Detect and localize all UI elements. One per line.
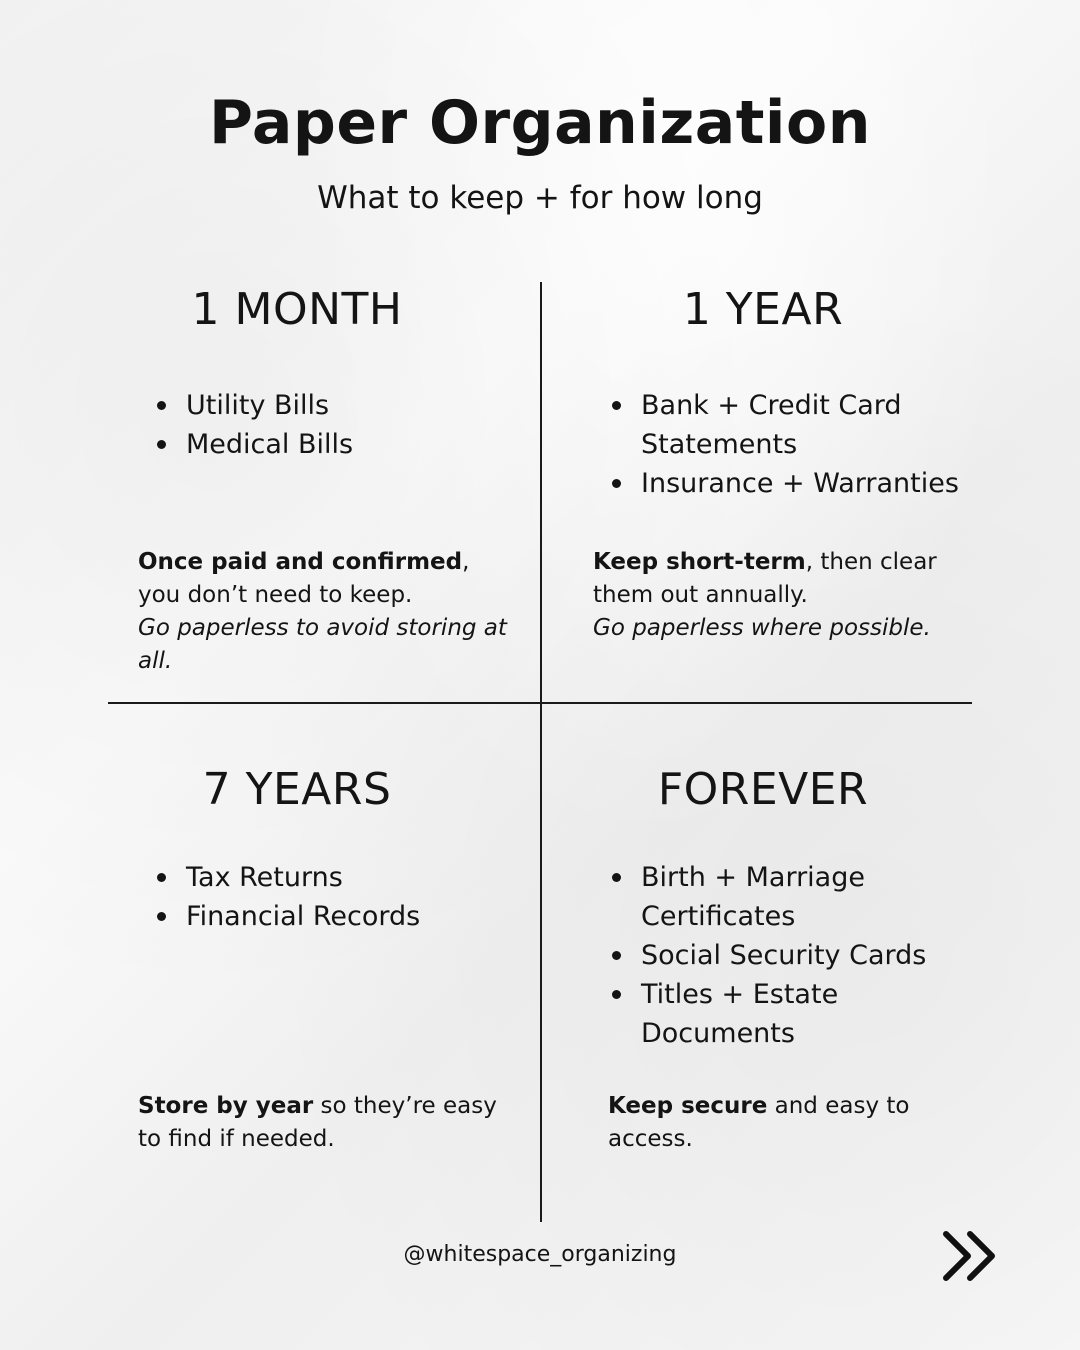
quadrant-note-1-month bbox=[138, 546, 518, 678]
note-bold: Store by year bbox=[138, 1093, 314, 1119]
list-item: Bank + Credit Card Statements bbox=[593, 386, 983, 464]
quadrant-note-7-years bbox=[138, 1090, 508, 1156]
note-text: , then clear them out annually. bbox=[593, 549, 937, 608]
note-bold: Keep secure bbox=[608, 1093, 768, 1119]
quadrant-list-1-month bbox=[138, 386, 518, 464]
quadrant-list-forever bbox=[593, 858, 983, 1053]
quadrant-list-7-years bbox=[138, 858, 518, 936]
list-item: Financial Records bbox=[138, 897, 518, 936]
quadrant-note-1-year bbox=[593, 546, 973, 645]
quadrant-list-1-year bbox=[593, 386, 983, 503]
list-item: Insurance + Warranties bbox=[593, 464, 983, 503]
horizontal-divider bbox=[108, 702, 972, 704]
page-subtitle: What to keep + for how long bbox=[317, 180, 763, 216]
quadrant-heading-1-month: 1 MONTH bbox=[191, 284, 403, 335]
quadrant-heading-1-year: 1 YEAR bbox=[682, 284, 844, 335]
quadrant-heading-7-years: 7 YEARS bbox=[202, 764, 392, 815]
note-text: and easy to access. bbox=[608, 1093, 910, 1152]
quadrant-heading-forever: FOREVER bbox=[657, 764, 869, 815]
note-bold: Once paid and confirmed bbox=[138, 549, 463, 575]
note-bold: Keep short-term bbox=[593, 549, 806, 575]
list-item: Tax Returns bbox=[138, 858, 518, 897]
double-chevron-right-icon[interactable] bbox=[938, 1228, 1002, 1284]
note-italic: Go paperless where possible. bbox=[593, 615, 931, 641]
account-handle: @whitespace_organizing bbox=[403, 1242, 677, 1267]
list-item: Medical Bills bbox=[138, 425, 518, 464]
note-text: , you don’t need to keep. bbox=[138, 549, 470, 608]
page-title: Paper Organization bbox=[209, 88, 871, 158]
note-text: so they’re easy to find if needed. bbox=[138, 1093, 497, 1152]
vertical-divider bbox=[540, 282, 542, 1222]
list-item: Titles + Estate Documents bbox=[593, 975, 983, 1053]
list-item: Social Security Cards bbox=[593, 936, 983, 975]
list-item: Utility Bills bbox=[138, 386, 518, 425]
list-item: Birth + Marriage Certificates bbox=[593, 858, 983, 936]
quadrant-note-forever bbox=[608, 1090, 938, 1156]
note-italic: Go paperless to avoid storing at all. bbox=[138, 615, 507, 674]
